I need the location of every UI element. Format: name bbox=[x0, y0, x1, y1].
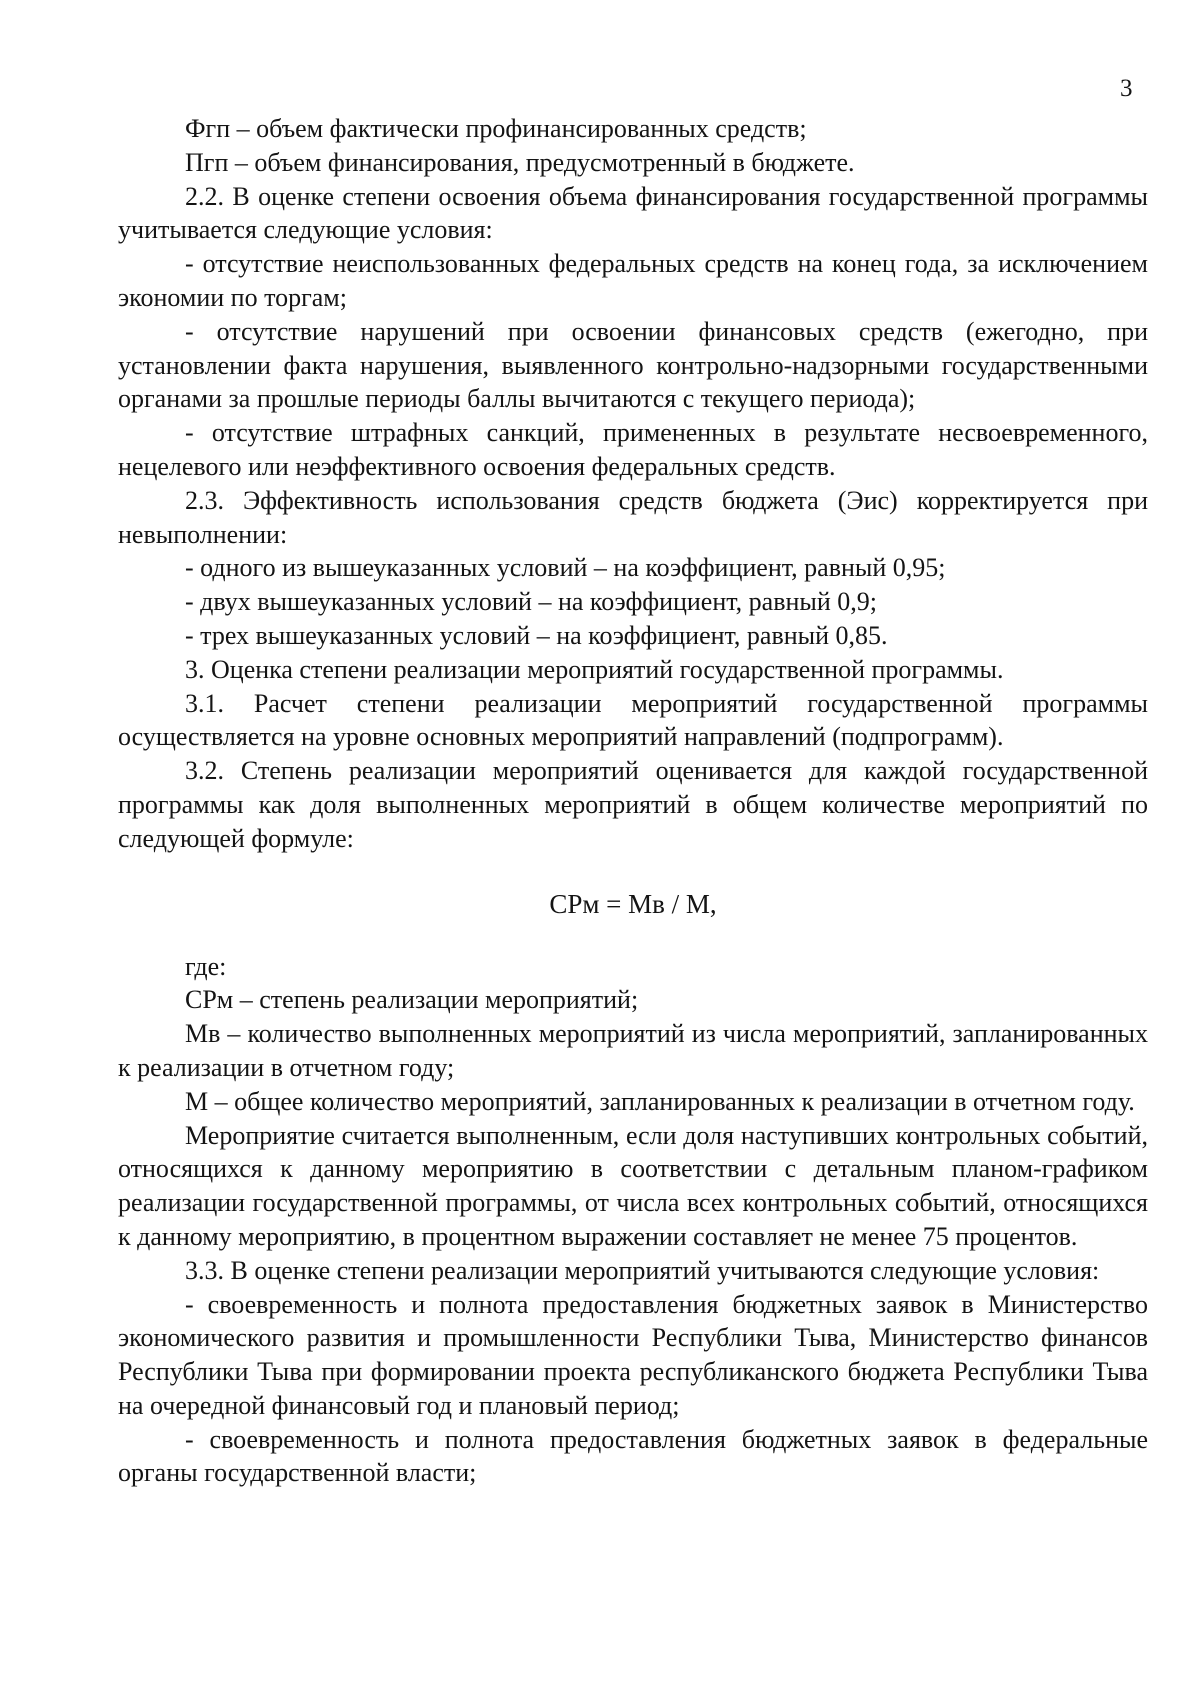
definition-m: М – общее количество мероприятий, запланированных к реализации в отчетном году. bbox=[185, 1086, 1135, 1116]
paragraph-3-3: 3.3. В оценке степени реализации мероприятий учитываются следующие условия: bbox=[185, 1255, 1100, 1285]
list-item-federal-budget-requests: - своевременность и полнота предоставления бюджетных заявок в федеральные органы государственной власти; bbox=[118, 1424, 1148, 1488]
paragraph-2-2: 2.2. В оценке степени освоения объема финансирования государственной программы учитывается следующие условия: bbox=[118, 181, 1148, 245]
paragraph-where: где: bbox=[185, 951, 227, 981]
page-number: 3 bbox=[1120, 75, 1133, 102]
list-item-one-condition: - одного из вышеуказанных условий – на коэффициент, равный 0,95; bbox=[185, 553, 946, 583]
paragraph-2-3: 2.3. Эффективность использования средств бюджета (Эис) корректируется при невыполнении: bbox=[118, 485, 1148, 549]
list-item-three-conditions: - трех вышеуказанных условий – на коэффициент, равный 0,85. bbox=[185, 620, 888, 650]
paragraph-pgp-definition: Пгп – объем финансирования, предусмотренный в бюджете. bbox=[185, 147, 855, 177]
list-item-penalties: - отсутствие штрафных санкций, примененных в результате несвоевременного, нецелевого или неэффективного освоения федеральных средств. bbox=[118, 418, 1148, 481]
list-item-regional-budget-requests: - своевременность и полнота предоставления бюджетных заявок в Министерство экономического развития и промышленности Республики Тыва, Министерство финансов Республики Тыва при формировании проекта республиканского бюджета Республики Тыва на очередной финансовый год и плановый период; bbox=[118, 1289, 1148, 1420]
definition-srm: СРм – степень реализации мероприятий; bbox=[185, 985, 639, 1015]
paragraph-fgp-definition: Фгп – объем фактически профинансированных средств; bbox=[185, 114, 807, 143]
formula: СРм = Мв / М, bbox=[549, 888, 717, 919]
section-3-heading: 3. Оценка степени реализации мероприятий государственной программы. bbox=[185, 654, 1004, 684]
list-item-two-conditions: - двух вышеуказанных условий – на коэффициент, равный 0,9; bbox=[185, 587, 878, 617]
list-item-violations: - отсутствие нарушений при освоении финансовых средств (ежегодно, при установлении факта нарушения, выявленного контрольно-надзорными государственными органами за прошлые периоды баллы вычитаются с текущего периода); bbox=[118, 316, 1148, 414]
paragraph-3-2: 3.2. Степень реализации мероприятий оценивается для каждой государственной программы как доля выполненных мероприятий в общем количестве мероприятий по следующей формуле: bbox=[118, 756, 1148, 853]
paragraph-completion-criteria: Мероприятие считается выполненным, если доля наступивших контрольных событий, относящихся к данному мероприятию в соответствии с детальным планом-графиком реализации государственной программы, от числа всех контрольных событий, относящихся к данному мероприятию, в процентном выражении составляет не менее 75 процентов. bbox=[118, 1120, 1148, 1251]
list-item-unused-funds: - отсутствие неиспользованных федеральных средств на конец года, за исключением экономии по торгам; bbox=[118, 249, 1148, 312]
definition-mv: Мв – количество выполненных мероприятий из числа мероприятий, запланированных к реализации в отчетном году; bbox=[118, 1019, 1148, 1082]
document-body bbox=[118, 112, 1148, 1490]
paragraph-3-1: 3.1. Расчет степени реализации мероприятий государственной программы осуществляется на уровне основных мероприятий направлений (подпрограмм). bbox=[118, 688, 1148, 752]
